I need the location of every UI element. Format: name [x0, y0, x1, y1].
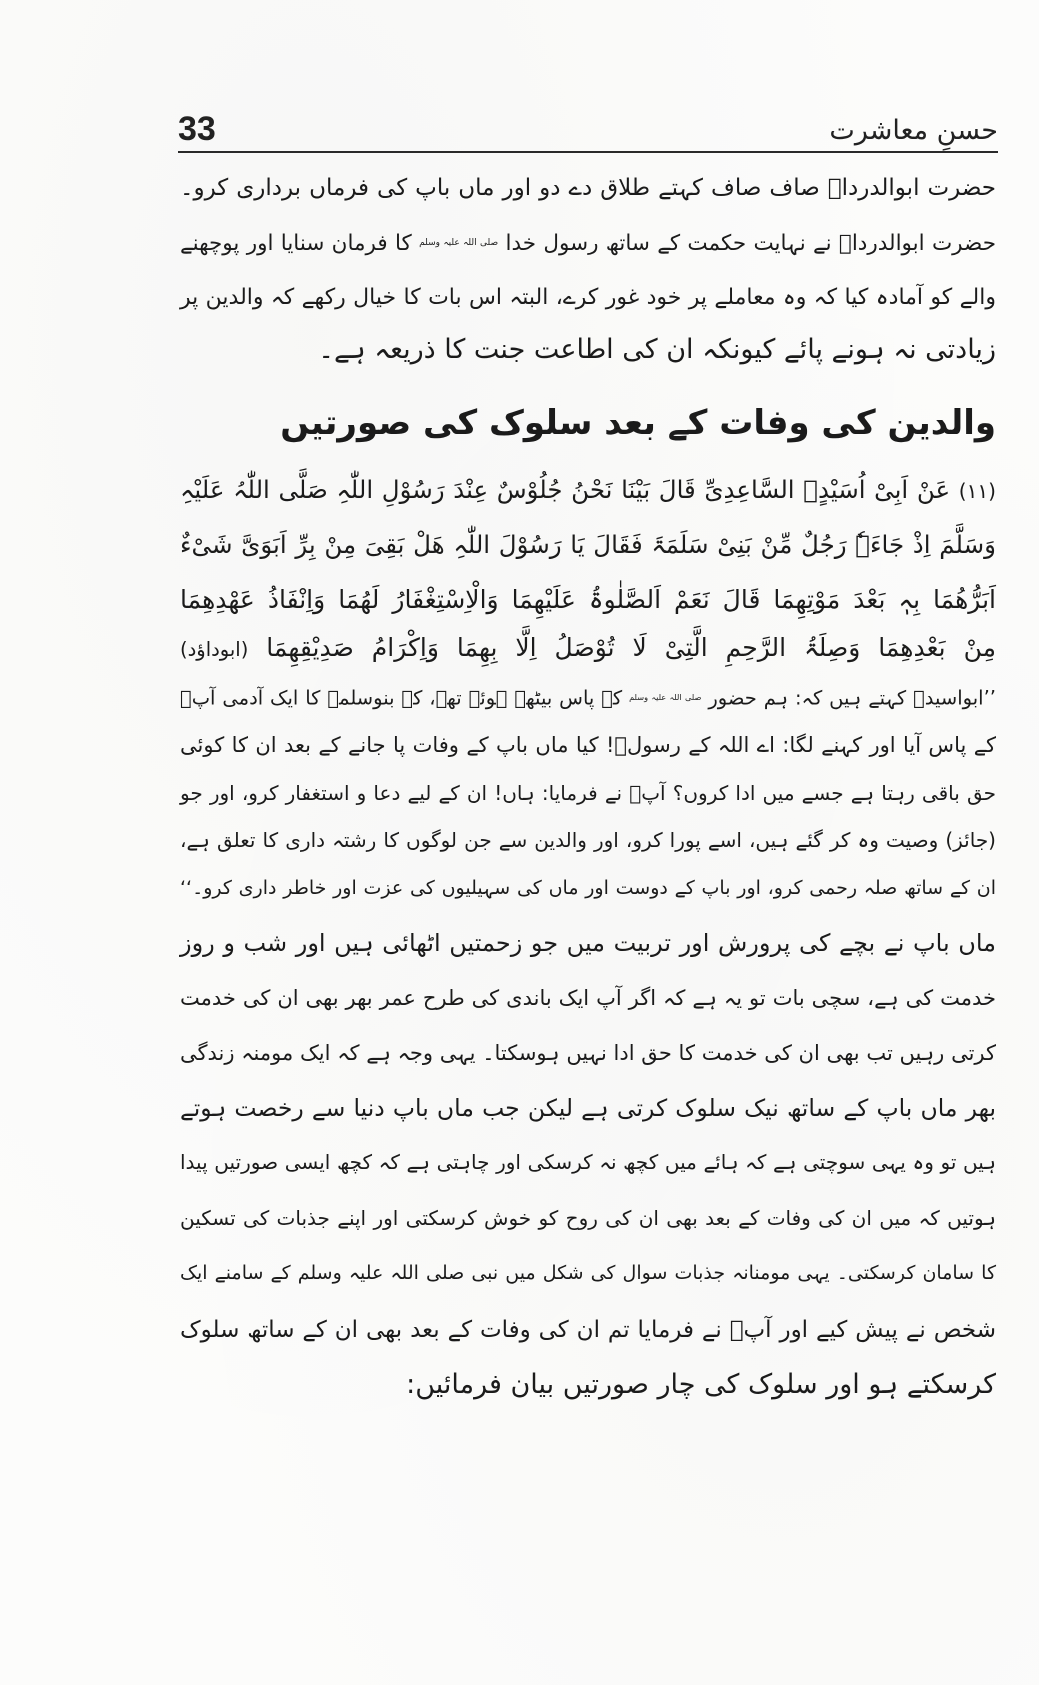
- body-line: بھر ماں باپ کے ساتھ نیک سلوک کرتی ہے لیکن جب ماں باپ دنیا سے رخصت ہوتے: [180, 1094, 996, 1122]
- hadith-line: اَبَرُّھُمَا بِہٖ بَعْدَ مَوْتِھِمَا قَالَ نَعَمْ اَلصَّلٰوۃُ عَلَیْھِمَا وَالْاِسْتِغْفَارُ لَھُمَا وَاِنْفَاذُ عَھْدِھِمَا: [180, 585, 996, 614]
- hadith-source: (ابوداؤد): [180, 638, 249, 661]
- translation-line: حق باقی رہتا ہے جسے میں ادا کروں؟ آپؐ نے فرمایا: ہاں! ان کے لیے دعا و استغفار کرو، اور جو: [180, 781, 996, 805]
- body-line: کا سامان کرسکتی۔ یہی مومنانہ جذبات سوال کی شکل میں نبی صلی اللہ علیہ وسلم کے سامنے ایک: [180, 1262, 996, 1284]
- intro-line: [180, 218, 996, 268]
- intro-line-text: حضرت ابوالدرداؓ نے نہایت حکمت کے ساتھ رسول خدا: [505, 230, 996, 256]
- salawat-ligature: صلی اللہ علیہ وسلم: [419, 238, 499, 248]
- body-line: ہوتیں کہ میں ان کی وفات کے بعد بھی ان کی روح کو خوش کرسکتی اور اپنے جذبات کی تسکین: [180, 1206, 996, 1230]
- salawat-ligature: صلی اللہ علیہ وسلم: [629, 692, 702, 702]
- translation-line: کے پاس آیا اور کہنے لگا: اے اللہ کے رسولؐ! کیا ماں باپ کے وفات پا جانے کے بعد ان کا کوئی: [180, 733, 996, 757]
- intro-line: حضرت ابوالدرداؓ صاف صاف کہتے طلاق دے دو اور ماں باپ کی فرماں برداری کرو۔: [180, 175, 996, 201]
- page-number: 33: [178, 110, 216, 148]
- translation-line: ان کے ساتھ صلہ رحمی کرو، اور باپ کے دوست اور ماں کی سہیلیوں کی عزت اور خاطر داری کرو۔‘‘: [180, 877, 996, 899]
- body-line: کرسکتے ہو اور سلوک کی چار صورتیں بیان فرمائیں:: [406, 1369, 996, 1400]
- hadith-text: مِنْ بَعْدِھِمَا وَصِلَۃُ الرَّحِمِ الَّتِیْ لَا تُوْصَلُ اِلَّا بِھِمَا وَاِکْرَامُ صَدِیْقِھِمَا: [266, 633, 996, 662]
- translation-text: کے پاس بیٹھے ہوئے تھے، کہ بنوسلمہ کا ایک آدمی آپؐ: [180, 686, 623, 710]
- body-line: کرتی رہیں تب بھی ان کی خدمت کا حق ادا نہیں ہوسکتا۔ یہی وجہ ہے کہ ایک مومنہ زندگی: [180, 1041, 996, 1065]
- body-line: خدمت کی ہے، سچی بات تو یہ ہے کہ اگر آپ ایک باندی کی طرح عمر بھر بھی ان کی خدمت: [180, 986, 996, 1010]
- intro-line-text: کا فرمان سنایا اور پوچھنے: [180, 230, 412, 256]
- running-title: حسنِ معاشرت: [829, 115, 998, 146]
- hadith-text: عَنْ اَبِیْ اُسَیْدٍؓ السَّاعِدِیِّ قَالَ بَیْنَا نَحْنُ جُلُوْسٌ عِنْدَ رَسُوْلِ اللّٰہِ صَلَّی اللّٰہُ عَلَیْہِ: [180, 475, 951, 504]
- header-rule: [178, 151, 998, 153]
- section-heading: والدین کی وفات کے بعد سلوک کی صورتیں: [280, 403, 996, 443]
- body-line: شخص نے پیش کیے اور آپؐ نے فرمایا تم ان کی وفات کے بعد بھی ان کے ساتھ سلوک: [180, 1317, 996, 1343]
- body-line: ہیں تو وہ یہی سوچتی ہے کہ ہائے میں کچھ نہ کرسکی اور چاہتی ہے کہ کچھ ایسی صورتیں پیدا: [180, 1150, 996, 1174]
- hadith-line: [180, 463, 996, 517]
- translation-text: ’’ابواسیدؓ کہتے ہیں کہ: ہم حضور: [708, 686, 996, 710]
- hadith-number: (۱۱): [958, 479, 996, 503]
- hadith-line: [180, 621, 996, 675]
- hadith-line: وَسَلَّمَ اِذْ جَاءَہٗ رَجُلٌ مِّنْ بَنِیْ سَلَمَۃَ فَقَالَ یَا رَسُوْلَ اللّٰہِ ھَلْ بَقِیَ مِنْ بِرِّ اَبَوَیَّ شَیْءٌ: [180, 530, 996, 559]
- translation-line: (جائز) وصیت وہ کر گئے ہیں، اسے پورا کرو، اور والدین سے جن لوگوں کا رشتہ داری کا تعلق ہے،: [180, 828, 996, 852]
- intro-line: زیادتی نہ ہونے پائے کیونکہ ان کی اطاعت جنت کا ذریعہ ہے۔: [318, 334, 996, 365]
- body-line: ماں باپ نے بچے کی پرورش اور تربیت میں جو زحمتیں اٹھائی ہیں اور شب و روز: [180, 929, 996, 957]
- translation-line: [180, 675, 996, 719]
- intro-line: والے کو آمادہ کیا کہ وہ معاملے پر خود غور کرے، البتہ اس بات کا خیال رکھے کہ والدین پر: [180, 285, 996, 310]
